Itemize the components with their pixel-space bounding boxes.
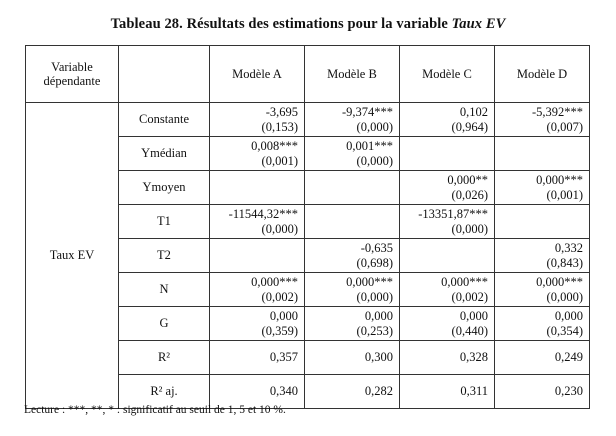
header-dependent-variable xyxy=(26,46,119,103)
header-row xyxy=(26,46,590,103)
coefficient-value: 0,000 xyxy=(364,308,393,323)
coefficient-value: 0,282 xyxy=(364,384,393,398)
p-value: (0,000) xyxy=(356,289,393,304)
table-cell xyxy=(210,171,305,205)
p-value: (0,001) xyxy=(261,153,298,168)
coefficient-value: 0,000*** xyxy=(251,274,298,289)
table-title-main: Tableau 28. Résultats des estimations pour la variable xyxy=(110,16,452,32)
coefficient-value: 0,102 xyxy=(459,104,488,119)
table-cell xyxy=(210,273,305,307)
coefficient-value: 0,230 xyxy=(554,384,583,398)
p-value: (0,843) xyxy=(546,255,583,270)
coefficient-value: -13351,87*** xyxy=(418,206,488,221)
table-cell xyxy=(495,341,590,375)
header-var-line1: Variable xyxy=(51,60,93,74)
table-cell xyxy=(305,239,400,273)
p-value: (0,698) xyxy=(356,255,393,270)
coefficient-value: -5,392*** xyxy=(531,104,583,119)
table-cell xyxy=(400,341,495,375)
coefficient-value: 0,357 xyxy=(269,350,298,364)
table-cell xyxy=(400,171,495,205)
p-value: (0,007) xyxy=(546,119,583,134)
table-cell xyxy=(400,103,495,137)
row-label: T1 xyxy=(119,205,210,239)
coefficient-value: -3,695 xyxy=(265,104,298,119)
reading-note: Lecture : ***, **, * : significatif au seuil de 1, 5 et 10 %. xyxy=(24,404,286,416)
table-cell xyxy=(305,205,400,239)
header-model-c: Modèle C xyxy=(400,46,495,103)
table-cell xyxy=(305,171,400,205)
p-value: (0,153) xyxy=(261,119,298,134)
p-value: (0,354) xyxy=(546,323,583,338)
row-label: N xyxy=(119,273,210,307)
table-cell xyxy=(305,375,400,409)
coefficient-value: 0,332 xyxy=(554,240,583,255)
p-value: (0,000) xyxy=(356,153,393,168)
table-cell xyxy=(305,273,400,307)
p-value: (0,000) xyxy=(261,221,298,236)
p-value: (0,002) xyxy=(451,289,488,304)
row-label: G xyxy=(119,307,210,341)
coefficient-value: 0,000 xyxy=(269,308,298,323)
header-model-d: Modèle D xyxy=(495,46,590,103)
p-value: (0,964) xyxy=(451,119,488,134)
coefficient-value: 0,000 xyxy=(554,308,583,323)
p-value: (0,002) xyxy=(261,289,298,304)
table-cell xyxy=(400,239,495,273)
table-cell xyxy=(400,205,495,239)
dependent-variable-cell: Taux EV xyxy=(26,103,119,409)
header-model-b: Modèle B xyxy=(305,46,400,103)
p-value: (0,000) xyxy=(546,289,583,304)
table-cell xyxy=(495,205,590,239)
coefficient-value: 0,000** xyxy=(447,172,488,187)
row-label: Ymoyen xyxy=(119,171,210,205)
coefficient-value: 0,000*** xyxy=(346,274,393,289)
coefficient-value: 0,001*** xyxy=(346,138,393,153)
table-cell xyxy=(305,307,400,341)
p-value: (0,000) xyxy=(356,119,393,134)
coefficient-value: -9,374*** xyxy=(341,104,393,119)
table-cell xyxy=(305,137,400,171)
row-label: Constante xyxy=(119,103,210,137)
coefficient-value: 0,249 xyxy=(554,350,583,364)
table-cell xyxy=(495,137,590,171)
row-label: T2 xyxy=(119,239,210,273)
table-cell xyxy=(495,307,590,341)
p-value: (0,026) xyxy=(451,187,488,202)
p-value: (0,000) xyxy=(451,221,488,236)
table-cell xyxy=(495,273,590,307)
table-cell xyxy=(305,341,400,375)
coefficient-value: 0,000*** xyxy=(536,274,583,289)
header-empty xyxy=(119,46,210,103)
coefficient-value: -0,635 xyxy=(360,240,393,255)
coefficient-value: 0,328 xyxy=(459,350,488,364)
table-cell xyxy=(400,307,495,341)
table-title-variable: Taux EV xyxy=(451,16,506,32)
p-value: (0,001) xyxy=(546,187,583,202)
coefficient-value: 0,311 xyxy=(460,384,488,398)
coefficient-value: 0,008*** xyxy=(251,138,298,153)
row-label: R² aj. xyxy=(119,375,210,409)
table-cell xyxy=(210,205,305,239)
table-title xyxy=(0,16,616,33)
coefficient-value: 0,000*** xyxy=(441,274,488,289)
table-cell xyxy=(400,273,495,307)
row-label: Ymédian xyxy=(119,137,210,171)
table-row xyxy=(26,103,590,137)
p-value: (0,253) xyxy=(356,323,393,338)
header-var-line2: dépendante xyxy=(43,74,101,88)
table-cell xyxy=(210,137,305,171)
p-value: (0,359) xyxy=(261,323,298,338)
table-cell xyxy=(495,375,590,409)
table-cell xyxy=(495,171,590,205)
row-label: R² xyxy=(119,341,210,375)
table-cell xyxy=(495,103,590,137)
coefficient-value: -11544,32*** xyxy=(228,206,298,221)
coefficient-value: 0,340 xyxy=(269,384,298,398)
table-cell xyxy=(400,375,495,409)
table-cell xyxy=(400,137,495,171)
coefficient-value: 0,000*** xyxy=(536,172,583,187)
table-cell xyxy=(210,239,305,273)
coefficient-value: 0,000 xyxy=(459,308,488,323)
table-cell xyxy=(210,341,305,375)
results-table xyxy=(25,45,590,409)
table-cell xyxy=(210,307,305,341)
coefficient-value: 0,300 xyxy=(364,350,393,364)
table-cell xyxy=(305,103,400,137)
p-value: (0,440) xyxy=(451,323,488,338)
header-model-a: Modèle A xyxy=(210,46,305,103)
table-cell xyxy=(495,239,590,273)
table-cell xyxy=(210,103,305,137)
